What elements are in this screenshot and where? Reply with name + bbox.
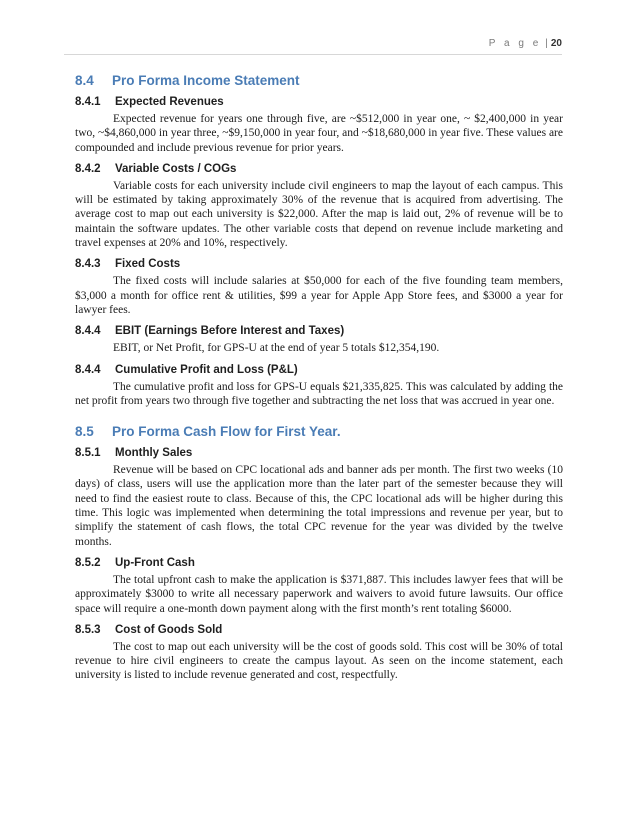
subsection-title: Cumulative Profit and Loss (P&L) [115,363,298,376]
subsection-heading-8-4-1 [75,96,563,108]
paragraph-cost-of-goods-sold: The cost to map out each university will be the cost of goods sold. This cost will be 30% of total revenue to hire civil engineers to create the campus layout. As seen on the income statement, each university is listed to include revenue generated and cost, respectfully. [75,640,563,682]
subsection-number: 8.4.3 [75,258,101,271]
subsection-number: 8.4.4 [75,363,101,376]
subsection-title: Cost of Goods Sold [115,623,223,636]
section-number: 8.4 [75,73,94,88]
subsection-title: Fixed Costs [115,258,181,271]
subsection-heading-8-4-4-ebit [75,325,563,337]
subsection-number: 8.5.3 [75,623,101,636]
subsection-number: 8.5.1 [75,447,101,460]
page-label: P a g e [488,38,542,49]
section-heading-8-4 [75,73,563,88]
subsection-title: Up-Front Cash [115,556,195,569]
paragraph-ebit: EBIT, or Net Profit, for GPS-U at the end of year 5 totals $12,354,190. [113,342,440,355]
subsection-number: 8.4.1 [75,96,101,108]
paragraph-monthly-sales: Revenue will be based on CPC locational ads and banner ads per month. The first two weeks (10 days) of class, users will use the application more than the later part of the semester because they will need to find the easiest route to class. Because of this, the CPC locational ads will be higher during this time. This logic was implemented when determining the total impressions and revenue per year, but to simplify the statement of cash flows, the total CPC revenue for the year was divided by the twelve months. [75,464,563,548]
subsection-number: 8.4.2 [75,162,101,175]
page-separator: | [545,38,548,49]
subsection-title: EBIT (Earnings Before Interest and Taxes) [115,325,345,338]
paragraph-variable-costs: Variable costs for each university include civil engineers to map the layout of each campus. This will be estimated by taking approximately 30% of the revenue that is acquired from advertising. The average cost to map out each university is $22,000. After the map is laid out, 2% of revenue will be to maintain the software updates. The other variable costs that depend on revenue include marketing and travel expenses at 20% and 10%, respectively. [75,179,563,250]
subsection-number: 8.4.4 [75,325,101,338]
section-title: Pro Forma Cash Flow for First Year. [112,424,341,440]
paragraph-cumulative-pl: The cumulative profit and loss for GPS-U equals $21,335,825. This was calculated by adding the net profit from years two through five together and subtracting the net loss that was accrued in year one. [75,380,563,407]
subsection-heading-8-4-4-pl [75,364,563,376]
page-header [64,38,562,55]
subsection-heading-8-5-3 [75,624,563,636]
subsection-title: Monthly Sales [115,447,193,460]
paragraph-expected-revenues: Expected revenue for years one through five, are ~$512,000 in year one, ~ $2,400,000 in year two, ~$4,860,000 in year three, ~$9,150,000 in year four, and ~$18,680,000 in year five. These values are compounded and include previous revenue for prior years. [75,113,563,154]
section-title: Pro Forma Income Statement [112,73,300,88]
section-heading-8-5 [75,424,563,439]
subsection-title: Variable Costs / COGs [115,162,237,175]
paragraph-up-front-cash: The total upfront cash to make the application is $371,887. This includes lawyer fees that will be approximately $3000 to write all necessary paperwork and waivers to avoid future lawsuits. Our office space will require a one-month down payment along with the first month’s rent totaling $6000. [75,573,563,615]
subsection-heading-8-4-3 [75,258,563,270]
document-body [75,73,563,683]
subsection-number: 8.5.2 [75,556,101,569]
subsection-heading-8-4-2 [75,163,563,175]
section-number: 8.5 [75,424,94,440]
subsection-heading-8-5-2 [75,557,563,569]
page-number: 20 [550,38,562,49]
subsection-title: Expected Revenues [115,96,224,108]
subsection-heading-8-5-1 [75,447,563,459]
paragraph-fixed-costs: The fixed costs will include salaries at $50,000 for each of the five founding team members, $3,000 a month for office rent & utilities, $99 a year for Apple App Store fees, and $3000 a year for lawyer fees. [75,275,563,316]
